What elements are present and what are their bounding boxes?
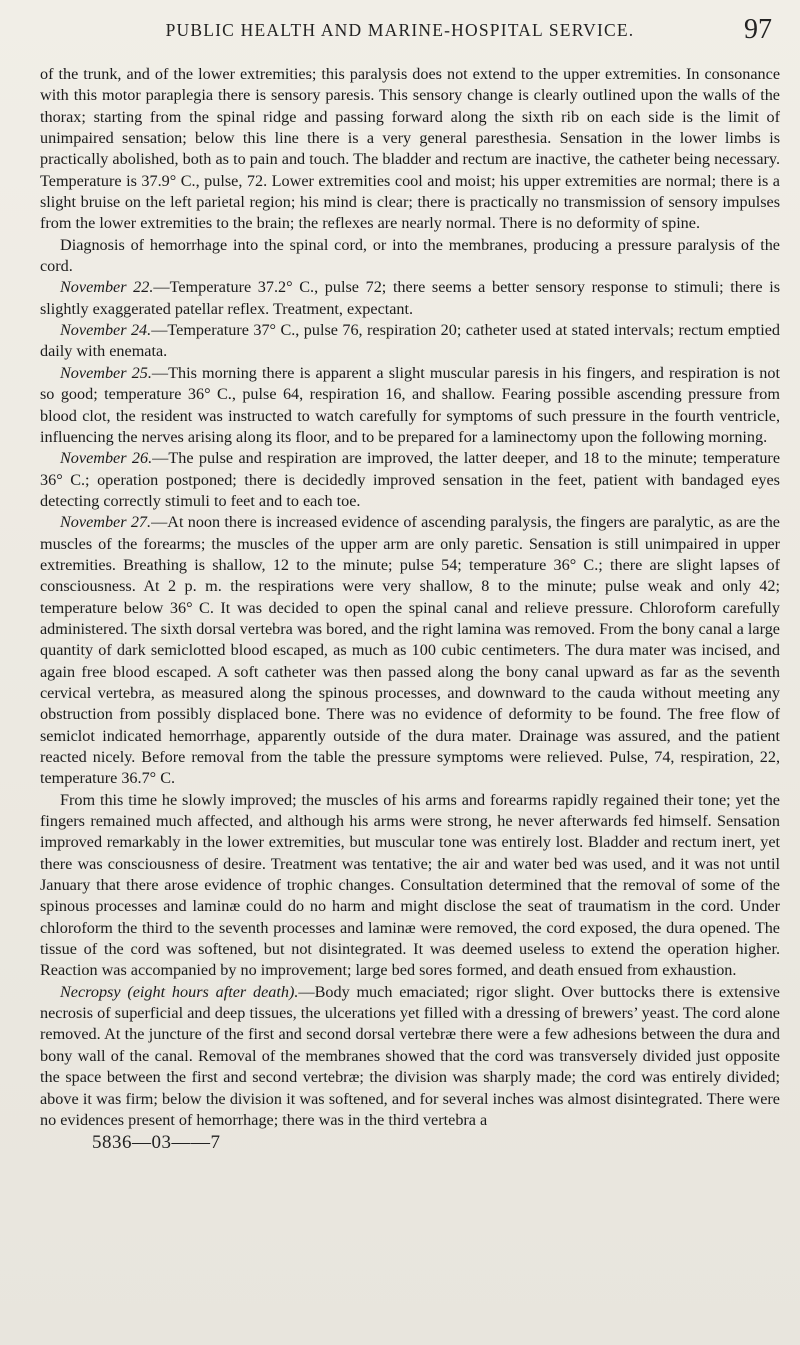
paragraph-text: —At noon there is increased evidence of ascending paralysis, the fingers are paralytic, as are the muscles of the forearms; the muscles of the upper arm are only paretic. Sensation is still unimpaired in upper extremities. Breathing is shallow, 12 to the minute; pulse 54; temperature 36° C.; there are slight lapses of consciousness. At 2 p. m. the respirations were very shallow, 8 to the minute; pulse weak and only 42; temperature below 36° C. It was decided to open the spinal canal and relieve pressure. Chloroform carefully administered. The sixth dorsal vertebra was bored, and the right lamina was removed. From the bony canal a large quantity of dark semiclotted blood escaped, as much as 100 cubic centimeters. The dura mater was incised, and again free blood escaped. A soft catheter was then passed along the bony canal upward as far as the seventh cervical vertebra, as measured along the spinous processes, and downward to the cauda without meeting any obstruction from possibly displaced bone. There was no evidence of deformity to be found. The free flow of semiclot indicated hemorrhage, apparently outside of the dura mater. Drainage was assured, and the patient reacted nicely. Before removal from the table the pressure symptoms were relieved. Pulse, 74, respiration, 22, temperature 36.7° C. bbox=[40, 513, 780, 788]
paragraph-text: —Body much emaciated; rigor slight. Over buttocks there is extensive necrosis of superficial and deep tissues, the ulcerations yet filled with a dressing of brewers’ yeast. The cord alone removed. At the juncture of the first and second dorsal vertebræ there were a few adhesions between the dura and bony wall of the canal. Removal of the membranes showed that the cord was transversely divided just opposite the space between the first and second vertebræ; the division was sharply made; the cord was entirely divided; above it was firm; below the division it was softened, and for several inches was almost disintegrated. There were no evidences present of hemorrhage; there was in the third vertebra a bbox=[40, 982, 780, 1129]
paragraph-text: —This morning there is apparent a slight muscular paresis in his fingers, and respiration is not so good; temperature 36° C., pulse 64, respiration 16, and shallow. Fearing possible ascending pressure from blood clot, the resident was instructed to watch carefully for symptoms of such pressure in the fourth ventricle, influencing the nerves arising along its floor, and to be prepared for a laminectomy upon the following morning. bbox=[40, 363, 780, 446]
paragraph bbox=[40, 982, 780, 1131]
paragraph-text: of the trunk, and of the lower extremities; this paralysis does not extend to the upper extremities. In consonance with this motor paraplegia there is sensory paresis. This sensory change is clearly outlined upon the walls of the thorax; starting from the spinal ridge and passing forward along the sixth rib on each side is the limit of unimpaired sensation; below this line there is a very general paresthesia. Sensation in the lower limbs is practically abolished, both as to pain and touch. The bladder and rectum are inactive, the catheter being necessary. Temperature is 37.9° C., pulse, 72. Lower extremities cool and moist; his upper extremities are normal; there is a slight bruise on the left parietal region; his mind is clear; there is practically no transmission of sensory impulses from the lower extremities to the brain; the reflexes are nearly normal. There is no deformity of spine. bbox=[40, 65, 780, 233]
entry-date: November 26. bbox=[60, 449, 153, 468]
body-text bbox=[40, 64, 780, 1154]
paragraph bbox=[40, 277, 780, 320]
entry-date: Necropsy (eight hours after death). bbox=[60, 982, 299, 1001]
paragraph bbox=[40, 235, 780, 278]
entry-date: November 22. bbox=[60, 278, 154, 297]
running-head: PUBLIC HEALTH AND MARINE-HOSPITAL SERVICE. bbox=[165, 20, 635, 40]
paragraph-text: Diagnosis of hemorrhage into the spinal cord, or into the membranes, producing a pressure paralysis of the cord. bbox=[40, 235, 780, 276]
paragraph bbox=[40, 64, 780, 235]
entry-date: November 25. bbox=[60, 363, 152, 382]
signature-mark: 5836—03——7 bbox=[92, 1132, 221, 1154]
entry-date: November 27. bbox=[60, 513, 152, 532]
paragraph bbox=[40, 320, 780, 363]
paragraph bbox=[40, 512, 780, 789]
paragraph-text: From this time he slowly improved; the muscles of his arms and forearms rapidly regained their tone; yet the fingers remained much affected, and although his arms were strong, he never afterwards fed himself. Sensation improved remarkably in the lower extremities, but muscular tone was entirely lost. Bladder and rectum inert, yet there was consciousness of desire. Treatment was tentative; the air and water bed was used, and it was not until January that there arose evidence of trophic changes. Consultation determined that the removal of some of the spinous processes and laminæ could do no harm and might disclose the seat of traumatism in the cord. Under chloroform the third to the seventh processes and laminæ were removed, the cord exposed, the dura opened. The tissue of the cord was softened, but not disintegrated. It was deemed useless to extend the operation higher. Reaction was accompanied by no improvement; large bed sores formed, and death ensued from exhaustion. bbox=[40, 790, 780, 980]
paragraph bbox=[40, 448, 780, 512]
paragraph-text: —The pulse and respiration are improved, the latter deeper, and 18 to the minute; temperature 36° C.; operation postponed; there is decidedly improved sensation in the feet, patient with bandaged eyes detecting correctly stimuli to feet and to each toe. bbox=[40, 449, 781, 510]
paragraph bbox=[40, 790, 780, 982]
paragraph bbox=[40, 363, 780, 448]
paragraph-text: —Temperature 37° C., pulse 76, respiration 20; catheter used at stated intervals; rectum emptied daily with enemata. bbox=[40, 321, 781, 361]
page-header bbox=[0, 14, 800, 54]
paragraph-text: —Temperature 37.2° C., pulse 72; there seems a better sensory response to stimuli; there is slightly exaggerated patellar reflex. Treatment, expectant. bbox=[40, 278, 781, 318]
page-number: 97 bbox=[744, 14, 772, 45]
entry-date: November 24. bbox=[60, 321, 152, 340]
